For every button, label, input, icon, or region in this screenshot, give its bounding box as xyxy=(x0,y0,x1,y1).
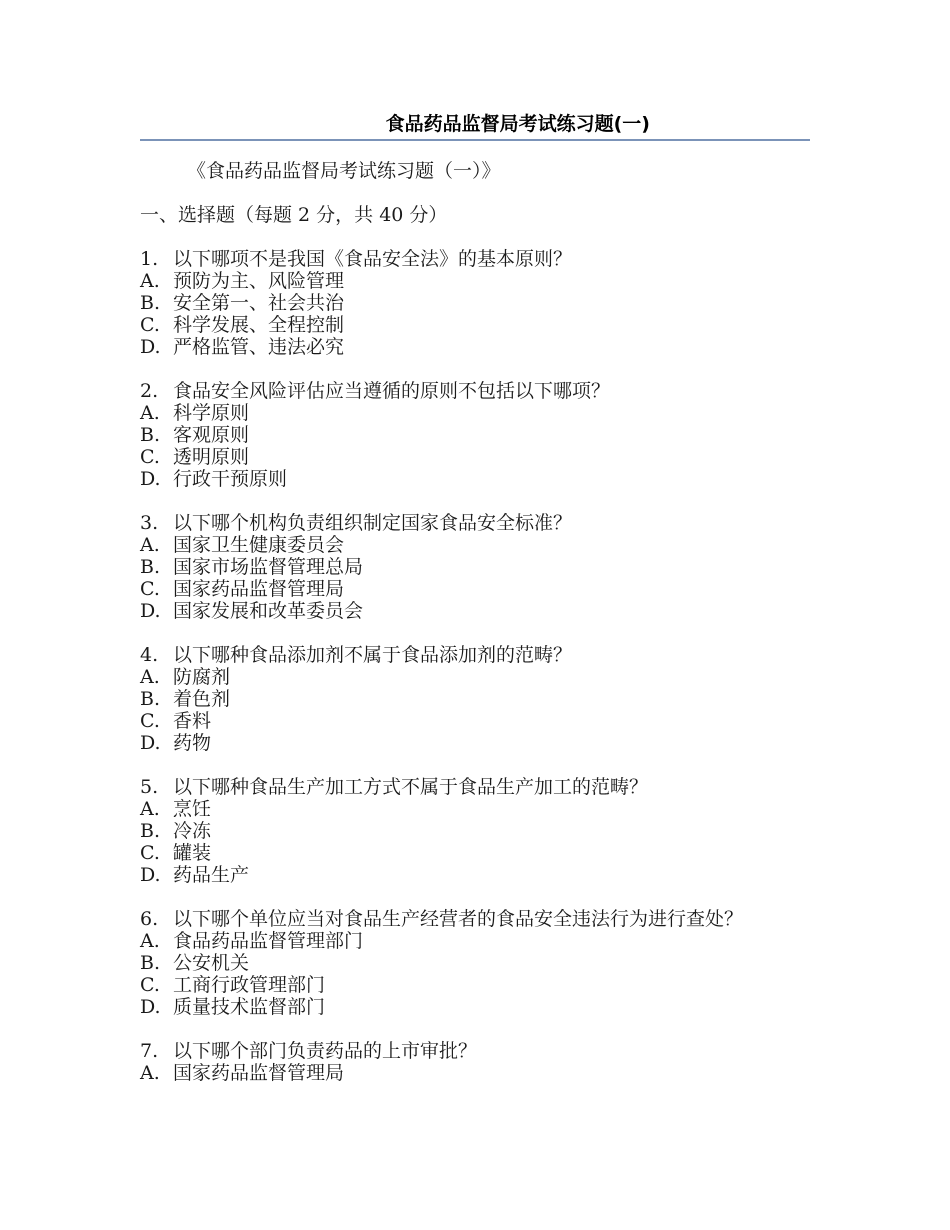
answer-option xyxy=(140,996,810,1018)
answer-option xyxy=(140,1062,810,1084)
header-divider xyxy=(140,139,810,141)
document-body xyxy=(140,160,810,1106)
option-letter: A. xyxy=(140,930,160,952)
answer-option xyxy=(140,952,810,974)
answer-option xyxy=(140,974,810,996)
option-letter: B. xyxy=(140,424,161,446)
question-text: 以下哪种食品生产加工方式不属于食品生产加工的范畴？ xyxy=(173,776,649,798)
option-text: 国家卫生健康委员会 xyxy=(173,534,345,556)
answer-option xyxy=(140,270,810,292)
option-letter: C. xyxy=(140,974,160,996)
option-text: 国家市场监督管理总局 xyxy=(173,556,364,578)
section-heading: 一、选择题（每题 2 分，共 40 分） xyxy=(140,204,448,226)
option-letter: B. xyxy=(140,292,161,314)
option-text: 质量技术监督部门 xyxy=(173,996,326,1018)
question-item xyxy=(140,380,810,490)
option-text: 公安机关 xyxy=(173,952,250,974)
option-letter: D. xyxy=(140,864,161,886)
answer-option xyxy=(140,534,810,556)
option-text: 着色剂 xyxy=(173,688,231,710)
option-letter: D. xyxy=(140,732,161,754)
option-text: 冷冻 xyxy=(173,820,212,842)
option-letter: A. xyxy=(140,534,160,556)
option-text: 行政干预原则 xyxy=(173,468,288,490)
option-text: 药品生产 xyxy=(173,864,250,886)
answer-option xyxy=(140,688,810,710)
question-number: 6. xyxy=(140,908,159,930)
option-text: 客观原则 xyxy=(173,424,250,446)
option-letter: B. xyxy=(140,952,161,974)
question-stem xyxy=(140,1040,810,1062)
answer-option xyxy=(140,336,810,358)
option-text: 严格监管、违法必究 xyxy=(173,336,345,358)
option-text: 罐装 xyxy=(173,842,212,864)
option-text: 香料 xyxy=(173,710,212,732)
question-number: 1. xyxy=(140,248,159,270)
answer-option xyxy=(140,930,810,952)
answer-option xyxy=(140,842,810,864)
question-item xyxy=(140,644,810,754)
option-letter: B. xyxy=(140,820,161,842)
question-list xyxy=(140,248,810,1084)
question-number: 2. xyxy=(140,380,159,402)
option-text: 药物 xyxy=(173,732,212,754)
page-header-title: 食品药品监督局考试练习题(一) xyxy=(385,113,650,135)
option-text: 国家药品监督管理局 xyxy=(173,578,345,600)
answer-option xyxy=(140,292,810,314)
answer-option xyxy=(140,864,810,886)
question-text: 以下哪项不是我国《食品安全法》的基本原则？ xyxy=(173,248,573,270)
answer-option xyxy=(140,556,810,578)
answer-option xyxy=(140,402,810,424)
answer-option xyxy=(140,798,810,820)
option-text: 食品药品监督管理部门 xyxy=(173,930,364,952)
option-letter: D. xyxy=(140,600,161,622)
answer-option xyxy=(140,820,810,842)
question-stem xyxy=(140,380,810,402)
option-text: 国家发展和改革委员会 xyxy=(173,600,364,622)
option-letter: A. xyxy=(140,270,160,292)
option-text: 防腐剂 xyxy=(173,666,231,688)
option-text: 烹饪 xyxy=(173,798,212,820)
question-text: 以下哪个部门负责药品的上市审批？ xyxy=(173,1040,478,1062)
question-stem xyxy=(140,512,810,534)
question-text: 以下哪个单位应当对食品生产经营者的食品安全违法行为进行查处？ xyxy=(173,908,744,930)
question-item xyxy=(140,512,810,622)
question-stem xyxy=(140,908,810,930)
question-text: 以下哪个机构负责组织制定国家食品安全标准？ xyxy=(173,512,573,534)
answer-option xyxy=(140,666,810,688)
option-letter: D. xyxy=(140,468,161,490)
option-text: 工商行政管理部门 xyxy=(173,974,326,996)
answer-option xyxy=(140,710,810,732)
question-number: 3. xyxy=(140,512,159,534)
question-stem xyxy=(140,248,810,270)
answer-option xyxy=(140,578,810,600)
option-letter: A. xyxy=(140,666,160,688)
option-letter: D. xyxy=(140,336,161,358)
option-text: 安全第一、社会共治 xyxy=(173,292,345,314)
option-letter: B. xyxy=(140,556,161,578)
option-letter: C. xyxy=(140,710,160,732)
question-number: 5. xyxy=(140,776,159,798)
option-letter: A. xyxy=(140,798,160,820)
document-title: 《食品药品监督局考试练习题（一）》 xyxy=(187,160,501,182)
answer-option xyxy=(140,424,810,446)
option-letter: C. xyxy=(140,314,160,336)
question-stem xyxy=(140,644,810,666)
question-item xyxy=(140,908,810,1018)
answer-option xyxy=(140,446,810,468)
option-text: 预防为主、风险管理 xyxy=(173,270,345,292)
option-letter: B. xyxy=(140,688,161,710)
option-text: 科学发展、全程控制 xyxy=(173,314,345,336)
answer-option xyxy=(140,468,810,490)
question-item xyxy=(140,1040,810,1084)
question-number: 4. xyxy=(140,644,159,666)
option-letter: A. xyxy=(140,402,160,424)
option-text: 科学原则 xyxy=(173,402,250,424)
question-stem xyxy=(140,776,810,798)
option-letter: A. xyxy=(140,1062,160,1084)
option-letter: C. xyxy=(140,446,160,468)
question-text: 以下哪种食品添加剂不属于食品添加剂的范畴？ xyxy=(173,644,573,666)
option-text: 国家药品监督管理局 xyxy=(173,1062,345,1084)
question-number: 7. xyxy=(140,1040,159,1062)
option-letter: D. xyxy=(140,996,161,1018)
answer-option xyxy=(140,314,810,336)
answer-option xyxy=(140,600,810,622)
question-item xyxy=(140,248,810,358)
question-item xyxy=(140,776,810,886)
option-letter: C. xyxy=(140,842,160,864)
option-letter: C. xyxy=(140,578,160,600)
answer-option xyxy=(140,732,810,754)
question-text: 食品安全风险评估应当遵循的原则不包括以下哪项？ xyxy=(173,380,611,402)
option-text: 透明原则 xyxy=(173,446,250,468)
